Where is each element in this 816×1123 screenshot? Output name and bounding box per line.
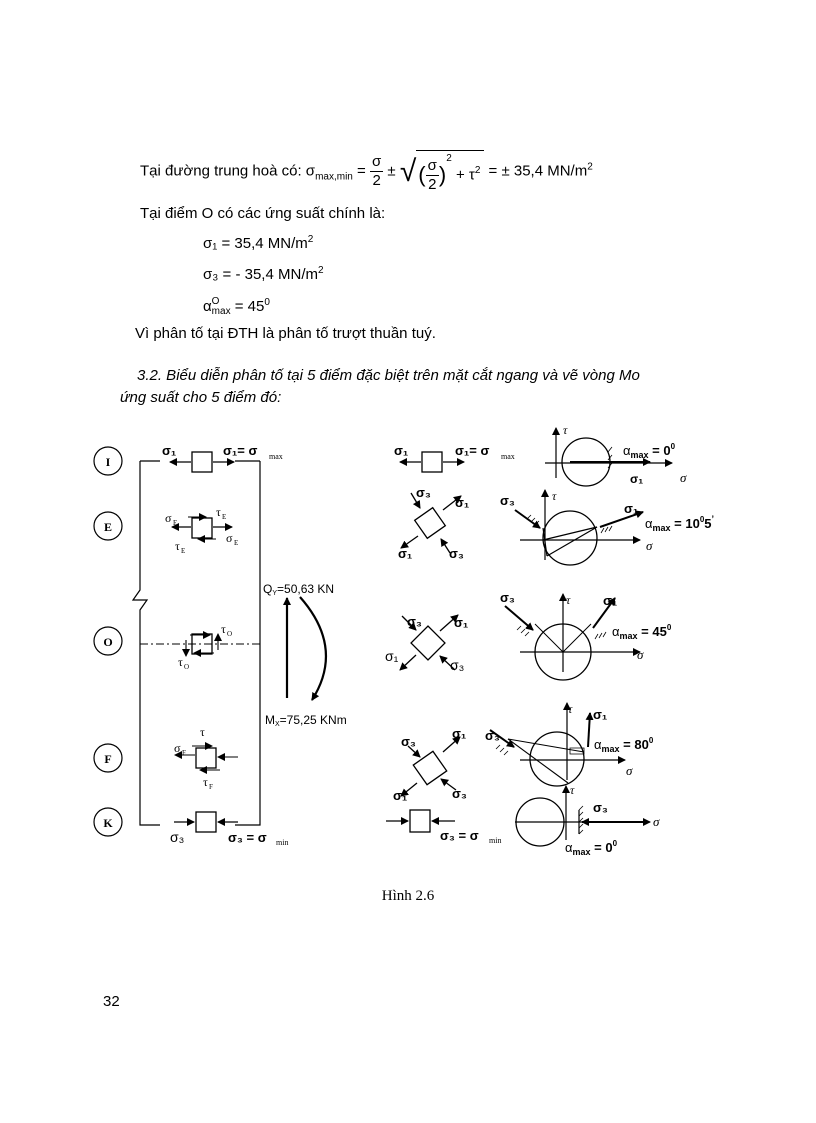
svg-text:σ₃: σ₃ [500, 493, 515, 508]
point-label-E [94, 512, 122, 540]
alpha-value: α O max = $45^0$ [203, 296, 270, 318]
mohr-circle-K [515, 783, 660, 857]
formula-inner-fraction: $\frac{\sigma}{2}$ [427, 156, 437, 193]
mohr-circle-I [545, 423, 687, 486]
figure-caption: Hình 2.6 [381, 888, 435, 904]
svg-text:τ: τ [200, 725, 205, 739]
svg-text:σ₁: σ₁ [630, 472, 644, 486]
svg-text:αmax = 00: $\alpha_{max} = 0^0$ [623, 442, 676, 460]
formula-fraction: $\frac{\sigma}{2}$ [371, 153, 382, 190]
svg-text:σ₁: σ₁ [603, 593, 618, 608]
svg-text:σ₃: σ₃ [416, 485, 431, 500]
svg-text:σ₃: σ₃ [500, 590, 515, 605]
svg-text:σ₁: σ₁ [398, 546, 413, 561]
svg-text:QY=50,63 KN: QY=50,63 KN [263, 582, 335, 597]
mohr-circle-F [485, 702, 654, 786]
svg-text:K: K [103, 816, 113, 830]
pure-shear-note: Vì phân tố tại ĐTH là phân tố trượt thuần tuý. [135, 325, 436, 342]
svg-text:max: max [501, 452, 515, 461]
svg-text:σ₁: σ₁ [454, 615, 469, 630]
svg-text:τ: τ [175, 539, 180, 553]
svg-text:min: min [276, 838, 289, 847]
svg-text:σ₃: σ₃ [450, 657, 465, 673]
svg-text:σ₁= σ: σ₁= σ [455, 443, 490, 458]
svg-text:O: O [227, 630, 233, 638]
svg-text:σ: σ [226, 531, 233, 545]
svg-text:F: F [182, 749, 186, 757]
svg-text:σ₁: σ₁ [624, 501, 639, 516]
svg-text:σ₃ = σ: σ₃ = σ [228, 830, 267, 845]
svg-text:αmax = 1005’: $\alpha_{max} = 10^05^’$ [645, 514, 715, 533]
svg-text:τ: τ [221, 622, 226, 636]
svg-text:O: O [103, 635, 113, 649]
svg-text:τ: τ [552, 489, 557, 503]
svg-text:τ: τ [568, 702, 573, 716]
svg-text:σ₃: σ₃ [170, 829, 185, 845]
svg-text:min: min [489, 836, 502, 845]
moment-arrow [300, 597, 326, 700]
mohr-circle-O [500, 590, 672, 680]
mohr-circle-E [500, 489, 714, 565]
sigma1-value: σ₁ = 35,4 $MN/m^2$ [203, 234, 314, 252]
svg-text:σ₁: σ₁ [162, 443, 177, 458]
svg-text:E: E [181, 547, 186, 555]
svg-text:σ₁: σ₁ [385, 648, 399, 664]
svg-text:E: E [222, 513, 227, 521]
svg-text:τ: τ [563, 423, 568, 437]
section-heading-1: 3.2. Biểu diễn phân tố tại 5 điểm đặc biệt trên mặt cắt ngang và vẽ vòng Mo [137, 367, 640, 384]
sigma3-value: σ₃ = - 35,4 $MN/m^2$ [203, 265, 324, 283]
svg-text:τ: τ [570, 783, 575, 797]
cross-section-outline [133, 461, 260, 825]
svg-text:σ₁: σ₁ [593, 707, 608, 722]
svg-text:τ: τ [566, 593, 571, 607]
page-number: 32 [103, 993, 120, 1010]
svg-text:τ: τ [203, 775, 208, 789]
svg-text:F: F [104, 752, 112, 766]
point-label-K [94, 808, 122, 836]
svg-text:O: O [184, 663, 190, 671]
svg-text:max: max [269, 452, 283, 461]
point-o-intro: Tại điểm O có các ứng suất chính là: [140, 205, 386, 222]
svg-text:σ: σ [653, 814, 660, 829]
svg-text:αmax = 00: $\alpha_{max} = 0^0$ [565, 839, 618, 857]
svg-text:σ₃: σ₃ [485, 728, 500, 743]
svg-text:αmax = 450: $\alpha_{max} = 45^0$ [612, 623, 672, 641]
svg-text:τ: τ [178, 655, 183, 669]
svg-text:σ₁: σ₁ [393, 788, 408, 803]
point-label-O [94, 627, 122, 655]
section-heading-2: ứng suất cho 5 điểm đó: [120, 389, 282, 406]
svg-text:σ₃ = σ: σ₃ = σ [440, 828, 479, 843]
point-label-I [94, 447, 122, 475]
svg-text:σ: σ [174, 741, 181, 755]
svg-text:σ₃: σ₃ [452, 786, 467, 801]
svg-text:σ: σ [646, 538, 653, 553]
formula-line: Tại đường trung hoà có: $\sigma_{max,min}$ = $\frac{\sigma}{2}$ ± √( $\frac{\sigma}{2}$ )$^2 + \tau^2$ = ± 35,4 $MN/m^2$ [140, 150, 593, 194]
svg-text:σ₁: σ₁ [452, 726, 467, 741]
svg-text:αmax = 800: $\alpha_{max} = 80^0$ [594, 736, 654, 754]
svg-text:σ₁= σ: σ₁= σ [223, 443, 258, 458]
svg-text:σ₃: σ₃ [401, 734, 416, 749]
svg-text:F: F [209, 783, 213, 791]
svg-text:σ₁: σ₁ [455, 495, 470, 510]
svg-text:E: E [234, 539, 239, 547]
svg-text:E: E [173, 519, 178, 527]
svg-text:σ₃: σ₃ [449, 546, 464, 561]
svg-text:MX=75,25 KNm: MX=75,25 KNm [265, 713, 347, 728]
svg-text:σ: σ [165, 511, 172, 525]
svg-text:τ: τ [216, 505, 221, 519]
svg-text:σ₃: σ₃ [407, 614, 422, 629]
svg-text:σ: σ [626, 763, 633, 778]
svg-text:σ: σ [637, 647, 644, 662]
point-label-F [94, 744, 122, 772]
svg-text:E: E [103, 520, 113, 534]
svg-text:σ₁: σ₁ [394, 443, 409, 458]
svg-text:σ: σ [680, 470, 687, 485]
svg-text:I: I [105, 455, 111, 469]
svg-text:σ₃: σ₃ [593, 800, 608, 815]
